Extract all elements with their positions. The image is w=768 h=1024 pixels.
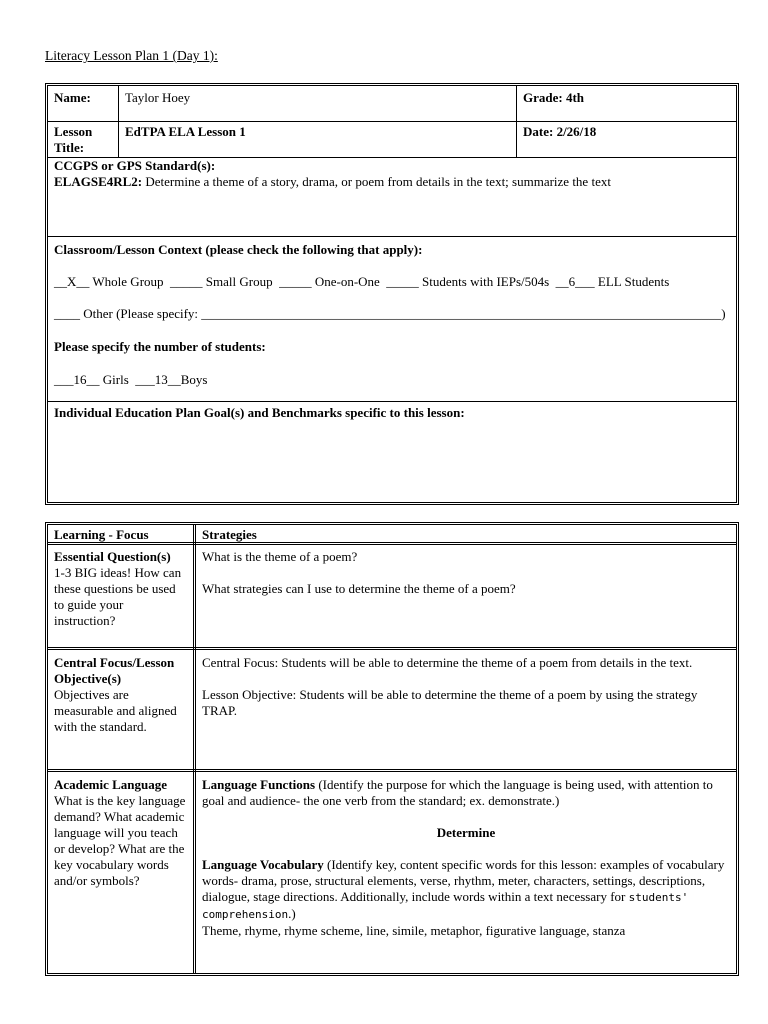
lf-label: Language Functions [202, 777, 316, 792]
lv-label: Language Vocabulary [202, 857, 324, 872]
cf-desc: Objectives are measurable and aligned with the standard. [54, 687, 177, 734]
eq-question-1: What is the theme of a poem? [202, 549, 358, 564]
standard-label: CCGPS or GPS Standard(s): [54, 158, 216, 173]
standard-text: Determine a theme of a story, drama, or poem from details in the text; summarize the text [142, 174, 611, 189]
al-desc: What is the key language demand? What academic language will you teach or develop? What are the key vocabulary words and/or symbols? [54, 793, 186, 888]
language-functions [202, 777, 730, 809]
students-label: Please specify the number of students: [54, 339, 266, 354]
document-title: Literacy Lesson Plan 1 (Day 1): [45, 48, 218, 63]
lv-small: students' comprehension [202, 891, 689, 921]
central-focus-answers [196, 653, 736, 721]
row-divider [48, 542, 736, 545]
academic-language-cell [48, 775, 193, 891]
lv-text: (Identify key, content specific words for this lesson: examples of vocabulary words- drama, prose, structural elements, verse, rhythm, meter, characters, settings, descriptions, dialogue, stage directions. Additionally, include words within a text necessary for [202, 857, 725, 904]
iep-label: Individual Education Plan Goal(s) and Benchmarks specific to this lesson: [54, 405, 465, 420]
standard-row [48, 158, 736, 237]
lv-end: .) [288, 906, 296, 921]
learning-focus-table [45, 522, 739, 976]
context-row [48, 237, 736, 402]
central-focus-cell [48, 653, 193, 737]
name-row [48, 86, 736, 122]
iep-section [48, 402, 736, 424]
lesson-title-row [48, 122, 736, 158]
students-count: ___16__ Girls ___13__Boys [54, 372, 208, 387]
vocabulary-words: Theme, rhyme, rhyme scheme, line, simile, metaphor, figurative language, stanza [202, 923, 626, 938]
eq-question-2: What strategies can I use to determine the theme of a poem? [202, 581, 516, 596]
language-vocabulary [202, 857, 730, 923]
context-label: Classroom/Lesson Context (please check the following that apply): [54, 242, 423, 257]
lesson-title-label: Lesson Title: [54, 124, 93, 155]
lesson-title-value: EdTPA ELA Lesson 1 [118, 122, 516, 157]
header-learning-focus: Learning - Focus [54, 527, 149, 542]
cf-title: Central Focus/Lesson Objective(s) [54, 655, 175, 686]
eq-title: Essential Question(s) [54, 549, 171, 564]
name-label: Name: [54, 90, 91, 105]
name-value: Taylor Hoey [118, 86, 516, 121]
row-divider [48, 769, 736, 772]
academic-language-answers [196, 775, 736, 941]
lf-verb: Determine [436, 825, 496, 840]
eq-desc: 1-3 BIG ideas! How can these questions be used to guide your instruction? [54, 565, 182, 628]
grade: Grade: 4th [516, 86, 736, 121]
lesson-objective-text: Lesson Objective: Students will be able to determine the theme of a poem by using the strategy TRAP. [202, 687, 698, 718]
header-strategies: Strategies [202, 527, 257, 542]
lf-text: (Identify the purpose for which the language is being used, with attention to goal and audience- the one verb from the standard; ex. demonstrate.) [202, 777, 713, 808]
standard-text-line [54, 174, 730, 190]
lesson-date: Date: 2/26/18 [516, 122, 736, 157]
essential-question-answers [196, 547, 736, 599]
context-options: __X__ Whole Group _____ Small Group _____ One-on-One _____ Students with IEPs/504s __6___ ELL Students [54, 274, 670, 289]
central-focus-text: Central Focus: Students will be able to determine the theme of a poem from details in the text. [202, 655, 693, 670]
standard-code: ELAGSE4RL2: [54, 174, 143, 189]
essential-question-cell [48, 547, 193, 631]
other-specify: ____ Other (Please specify: ________________________________________________________________________________) [54, 306, 726, 321]
row-divider [48, 647, 736, 650]
lesson-info-table [45, 83, 739, 505]
al-title: Academic Language [54, 777, 168, 792]
